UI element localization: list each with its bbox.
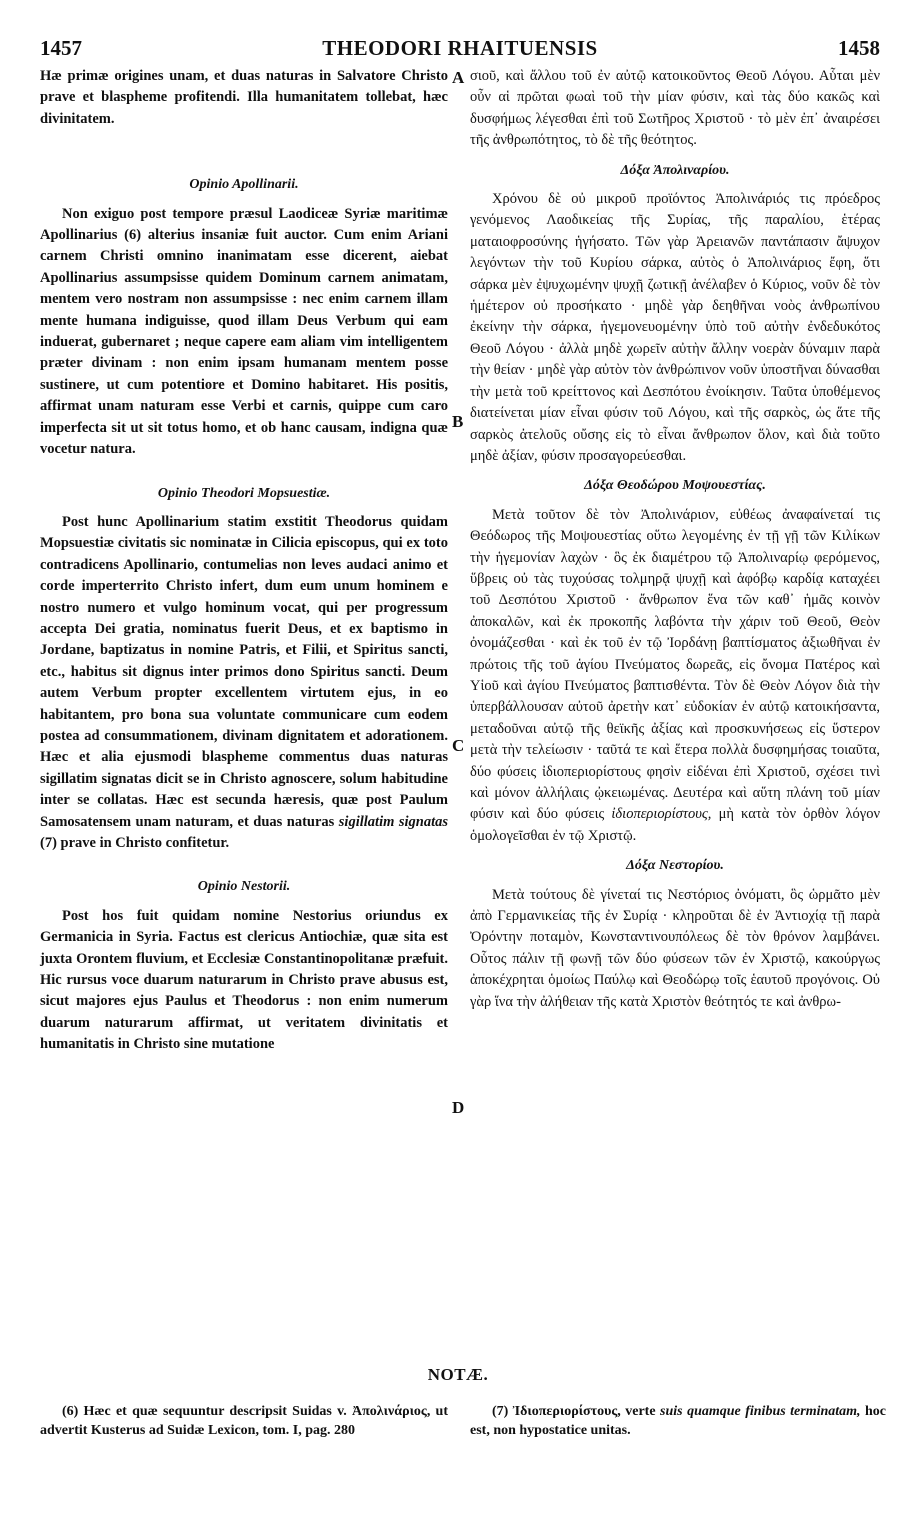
greek-theodore-emphasis: ἰδιοπεριορίστους, (611, 806, 712, 823)
page-number-right: 1458 (838, 36, 880, 60)
margin-mark-d: D (452, 1098, 465, 1117)
greek-column (470, 66, 880, 1013)
greek-paragraph-nestorius: Μετὰ τούτους δὲ γίνεταί τις Νεστόριος ὀνόματι, ὃς ὡρμᾶτο μὲν ἀπὸ Γερμανικείας τῆς ἐν Συρίᾳ · κληροῦται δὲ ἐν Ἀντιοχίᾳ τῇ παρὰ Ὀρόντην ποταμὸν, Κωνσταντινουπόλεως δὲ τὸν θρόνον λαμβάνει. Οὗτος πάλιν τῇ φωνῇ τῶν δύο φύσεων τῶν ἐν Χριστῷ, κακούργως ἀποκέχρηται ὁμοίως Παύλῳ καὶ Θεοδώρῳ τοῖς ἑαυτοῦ προγόνοις. Οὐ γὰρ ἵνα τὴν ἀλήθειαν τῆς κατὰ Χριστὸν θεότητός τε καὶ ἀνθρω- (470, 886, 880, 1010)
margin-mark-a: A (452, 68, 465, 87)
footnote-7-emphasis: suis quamque finibus terminatam, (660, 1404, 861, 1419)
latin-theodore-text: Post hunc Apollinarium statim exstitit Theodorus quidam Mopsuestiæ civitatis sic nominatæ in Cilicia episcopus, qui ex toto contradicens Apollinario, contumelias non leves audaci animo et corde imperterrito Christo infert, dum eum unum hominem e nostro numero et vulgo hominum vocat, qui per progressum accepta Dei gratia, nominatus fuerit Deus, et ex baptismo in Jordane, baptizatus in nomine Patris, et Filii, et Spiritus sancti, etc., habitus sit dignus inter primos dono Spiritus sancti. Deum autem Verbum propter excellentem virtutem ejus, in eo habitantem, pro bona sua voluntate communicare cum eodem postea ad consummationem, divinam dignitatem et adorationem. Hæc et alia ejusmodi blaspheme commentus duas naturas sigillatim signatas dicit se in Christo agnoscere, solum habitudine inter se collatas. Hæc est secunda hæresis, quæ post Paulum Samosatensem unam naturam, et duas naturas (40, 513, 448, 830)
footnote-6: (6) Hæc et quæ sequuntur descripsit Suidas v. Ἀπολινάριος, ut advertit Kusterus ad Suidæ Lexicon, tom. I, pag. 280 (40, 1404, 448, 1438)
latin-paragraph-theodore (40, 512, 448, 855)
latin-intro: Hæ primæ origines unam, et duas naturas in Salvatore Christo prave et blaspheme profitendi. Illa humanitatem tollebat, hæc divinitatem. (40, 68, 448, 127)
greek-heading-nestorius: Δόξα Νεστορίου. (626, 858, 724, 874)
greek-intro: σιοῦ, καὶ ἄλλου τοῦ ἐν αὐτῷ κατοικοῦντος Θεοῦ Λόγου. Αὗται μὲν οὖν αἱ πρῶται φωαὶ τοῦ τὴν μίαν φύσιν, καὶ τὰς δύο κακῶς καὶ δυσφήμως λέγεσθαι ἐπὶ τοῦ Σωτῆρος Χριστοῦ · τὸ μὲν ἐπ᾿ ἀναιρέσει τῆς ἀνθρωπότητος, τὸ δὲ τῆς θεότητος. (470, 68, 880, 149)
greek-heading-theodore: Δόξα Θεοδώρου Μοψουεστίας. (584, 478, 766, 494)
page-number-left: 1457 (40, 36, 82, 60)
latin-heading-nestorius: Opinio Nestorii. (197, 879, 291, 895)
notes-title: NOTÆ. (427, 1365, 489, 1384)
latin-heading-apollinarius: Opinio Apollinarii. (189, 177, 299, 193)
running-title: THEODORI RHAITUENSIS (322, 36, 598, 60)
greek-theodore-text: Μετὰ τοῦτον δὲ τὸν Ἀπολινάριον, εὐθέως ἀναφαίνεταί τις Θεόδωρος τῆς Μοψουεστίας οὕτω λεγομένης ἐν τῇ γῇ τῶν Κιλίκων τὴν ἡγεμονίαν λαχὼν · ὃς ἐκ διαμέτρου τῷ Ἀπολιναρίῳ φερόμενος, ὕβρεις οὐ τὰς τυχούσας τολμηρᾷ ψυχῇ καὶ ἀφόβῳ καρδίᾳ καταχέει τοῦ Δεσπότου Χριστοῦ · ἄνθρωπον ἕνα τῶν καθ᾿ ἡμᾶς κοινὸν ἀποκαλῶν, καὶ ἐκ προκοπῆς λαβόντα τὴν χάριν τοῦ Θεοῦ, Θεὸν ὀνομάζεσθαι · καὶ ἐκ τοῦ ἐν τῷ Ἰορδάνῃ βαπτίσματος ἀξιωθῆναι ἐν πρώτοις τῆς τοῦ ἁγίου Πνεύματος δωρεᾶς, εἰς ὄνομα Πατέρος καὶ Υἱοῦ καὶ ἁγίου Πνεύματος βαπτισθέντα. Τὸν δὲ Θεὸν Λόγον διὰ τὴν ὑπερβάλλουσαν αὐτοῦ ἀρετὴν κατ᾿ εὐδοκίαν ἐν αὐτῷ κατοικήσαντα, μεταδοῦναι αὐτῷ τῆς θεϊκῆς ἀξίας καὶ προσκυνήσεως εἰς ὕστερον μετὰ τὴν τελείωσιν · ταῦτά τε καὶ ἕτερα πολλὰ δυσφημήσας τοιαῦτα, δύο φύσεις ἰδιοπεριορίστους φησὶν εἰδέναι ἐπὶ Χριστοῦ, σχέσει τινὶ καὶ μόνον ἀλλήλαις ᾠκειωμένας. Δευτέρα καὶ αὕτη πλάνη τοῦ μίαν φύσιν καὶ δύο φύσεις (470, 506, 880, 823)
latin-paragraph-nestorius: Post hos fuit quidam nomine Nestorius oriundus ex Germanicia in Syria. Factus est clericus Antiochiæ, quæ sita est juxta Orontem fluvium, et Ecclesiæ Constantinopolitanæ præfuit. Hic rursus voce duarum naturarum in Christo prave abusus est, sicut majores ejus Paulus et Theodorus : non enim numerum duarum naturarum affirmat, ut veritatem divinitatis et humanitatis in Christo sine mutatione (40, 907, 448, 1053)
footnote-7-end: hoc est, non hypostatice unitas. (470, 1404, 887, 1438)
latin-column (40, 66, 448, 1056)
latin-theodore-end: (7) prave in Christo confitetur. (40, 835, 230, 851)
greek-paragraph-apollinarius: Χρόνου δὲ οὐ μικροῦ προϊόντος Ἀπολινάριός τις πρόεδρος γενόμενος Λαοδικείας τῆς Συρίας, τῆς παραλίου, ἑτέρας ματαιοφροσύνης ἡγήσατο. Τῶν γὰρ Ἀρειανῶν παντάπασιν ἄψυχον λεγόντων τὴν τοῦ Κυρίου σάρκα, αὐτὸς ὁ Ἀπολινάριος ἔφη, ὅτι σάρκα μὲν ἐψυχωμένην ψυχῇ ζωτικῇ ἀνέλαβεν ὁ Κύριος, νοῦν δὲ τὸν ἡμέτερον οὐ προσήκατο · μηδὲ γὰρ δεηθῆναι νοὸς ἀνθρωπίνου ἐκείνην τὴν σάρκα, ἡγεμονευομένην ὑπὸ τοῦ αὐτὴν ἐνδεδυκότος Θεοῦ Λόγου · ἀλλὰ μηδὲ χωρεῖν αὐτὴν ἄλλην νοερὰν δύναμιν παρὰ τὴν θείαν · μηδὲ γὰρ αὐτὸν τὸν ἀνθρώπινον νοῦν ὑποστῆναι δύνασθαι τὴν μετὰ τοῦ κρείττονος καὶ Δεσπότου ἐνοίκησιν. Ταῦτα ὑποθέμενος διατείνεται μίαν εἶναι φύσιν τοῦ Λόγου, καὶ τῆς σαρκὸς, ὡς ἅτε τῆς σαρκὸς ἀτελοῦς οὔσης εἰς τὸ εἶναι ἄνθρωπον ὅλον, καὶ διὰ τοῦτο μηδὲ ἀξίαν, φύσιν προσαγορεύεσθαι. (470, 191, 880, 464)
greek-theodore-end: μὴ κατὰ τὸν ὀρθὸν λόγον ὁμολογεῖσθαι ἐν τῷ Χριστῷ. (470, 806, 881, 844)
greek-heading-apollinarius: Δόξα Ἀπολιναρίου. (620, 162, 730, 178)
margin-mark-b: B (452, 412, 464, 431)
footnote-7 (470, 1402, 886, 1440)
greek-paragraph-theodore (470, 505, 880, 848)
footnote-7-start: (7) Ἰδιοπεριορίστους, verte (492, 1404, 656, 1419)
running-header (40, 36, 880, 64)
margin-mark-c: C (452, 736, 465, 755)
latin-paragraph-apollinarius: Non exiguo post tempore præsul Laodiceæ Syriæ maritimæ Apollinarius (6) alterius insaniæ fuit auctor. Cum enim Ariani carnem Christi omnino inanimatam esse dicerent, aiebat Apollinarius assumpsisse quidem Dominum carnem animatam, mentem vero nostram non assumpsisse : nec enim carnem illam mente humana indiguisse, quod illam Deus Verbum qui eam induerat, gubernaret ; neque capere eam aliam vim intelligentem præter divinam : non enim ipsam humanam mentem posse sustinere, ut cum potentiore et Domino habitaret. His positis, affirmat unam naturam esse Verbi et carnis, quippe cum caro imperfecta sit ut sit totus homo, et ob hanc causam, indigna quæ vocetur natura. (40, 205, 448, 458)
latin-theodore-emphasis: sigillatim signatas (338, 813, 449, 830)
latin-heading-theodore: Opinio Theodori Mopsuestiæ. (157, 485, 331, 501)
